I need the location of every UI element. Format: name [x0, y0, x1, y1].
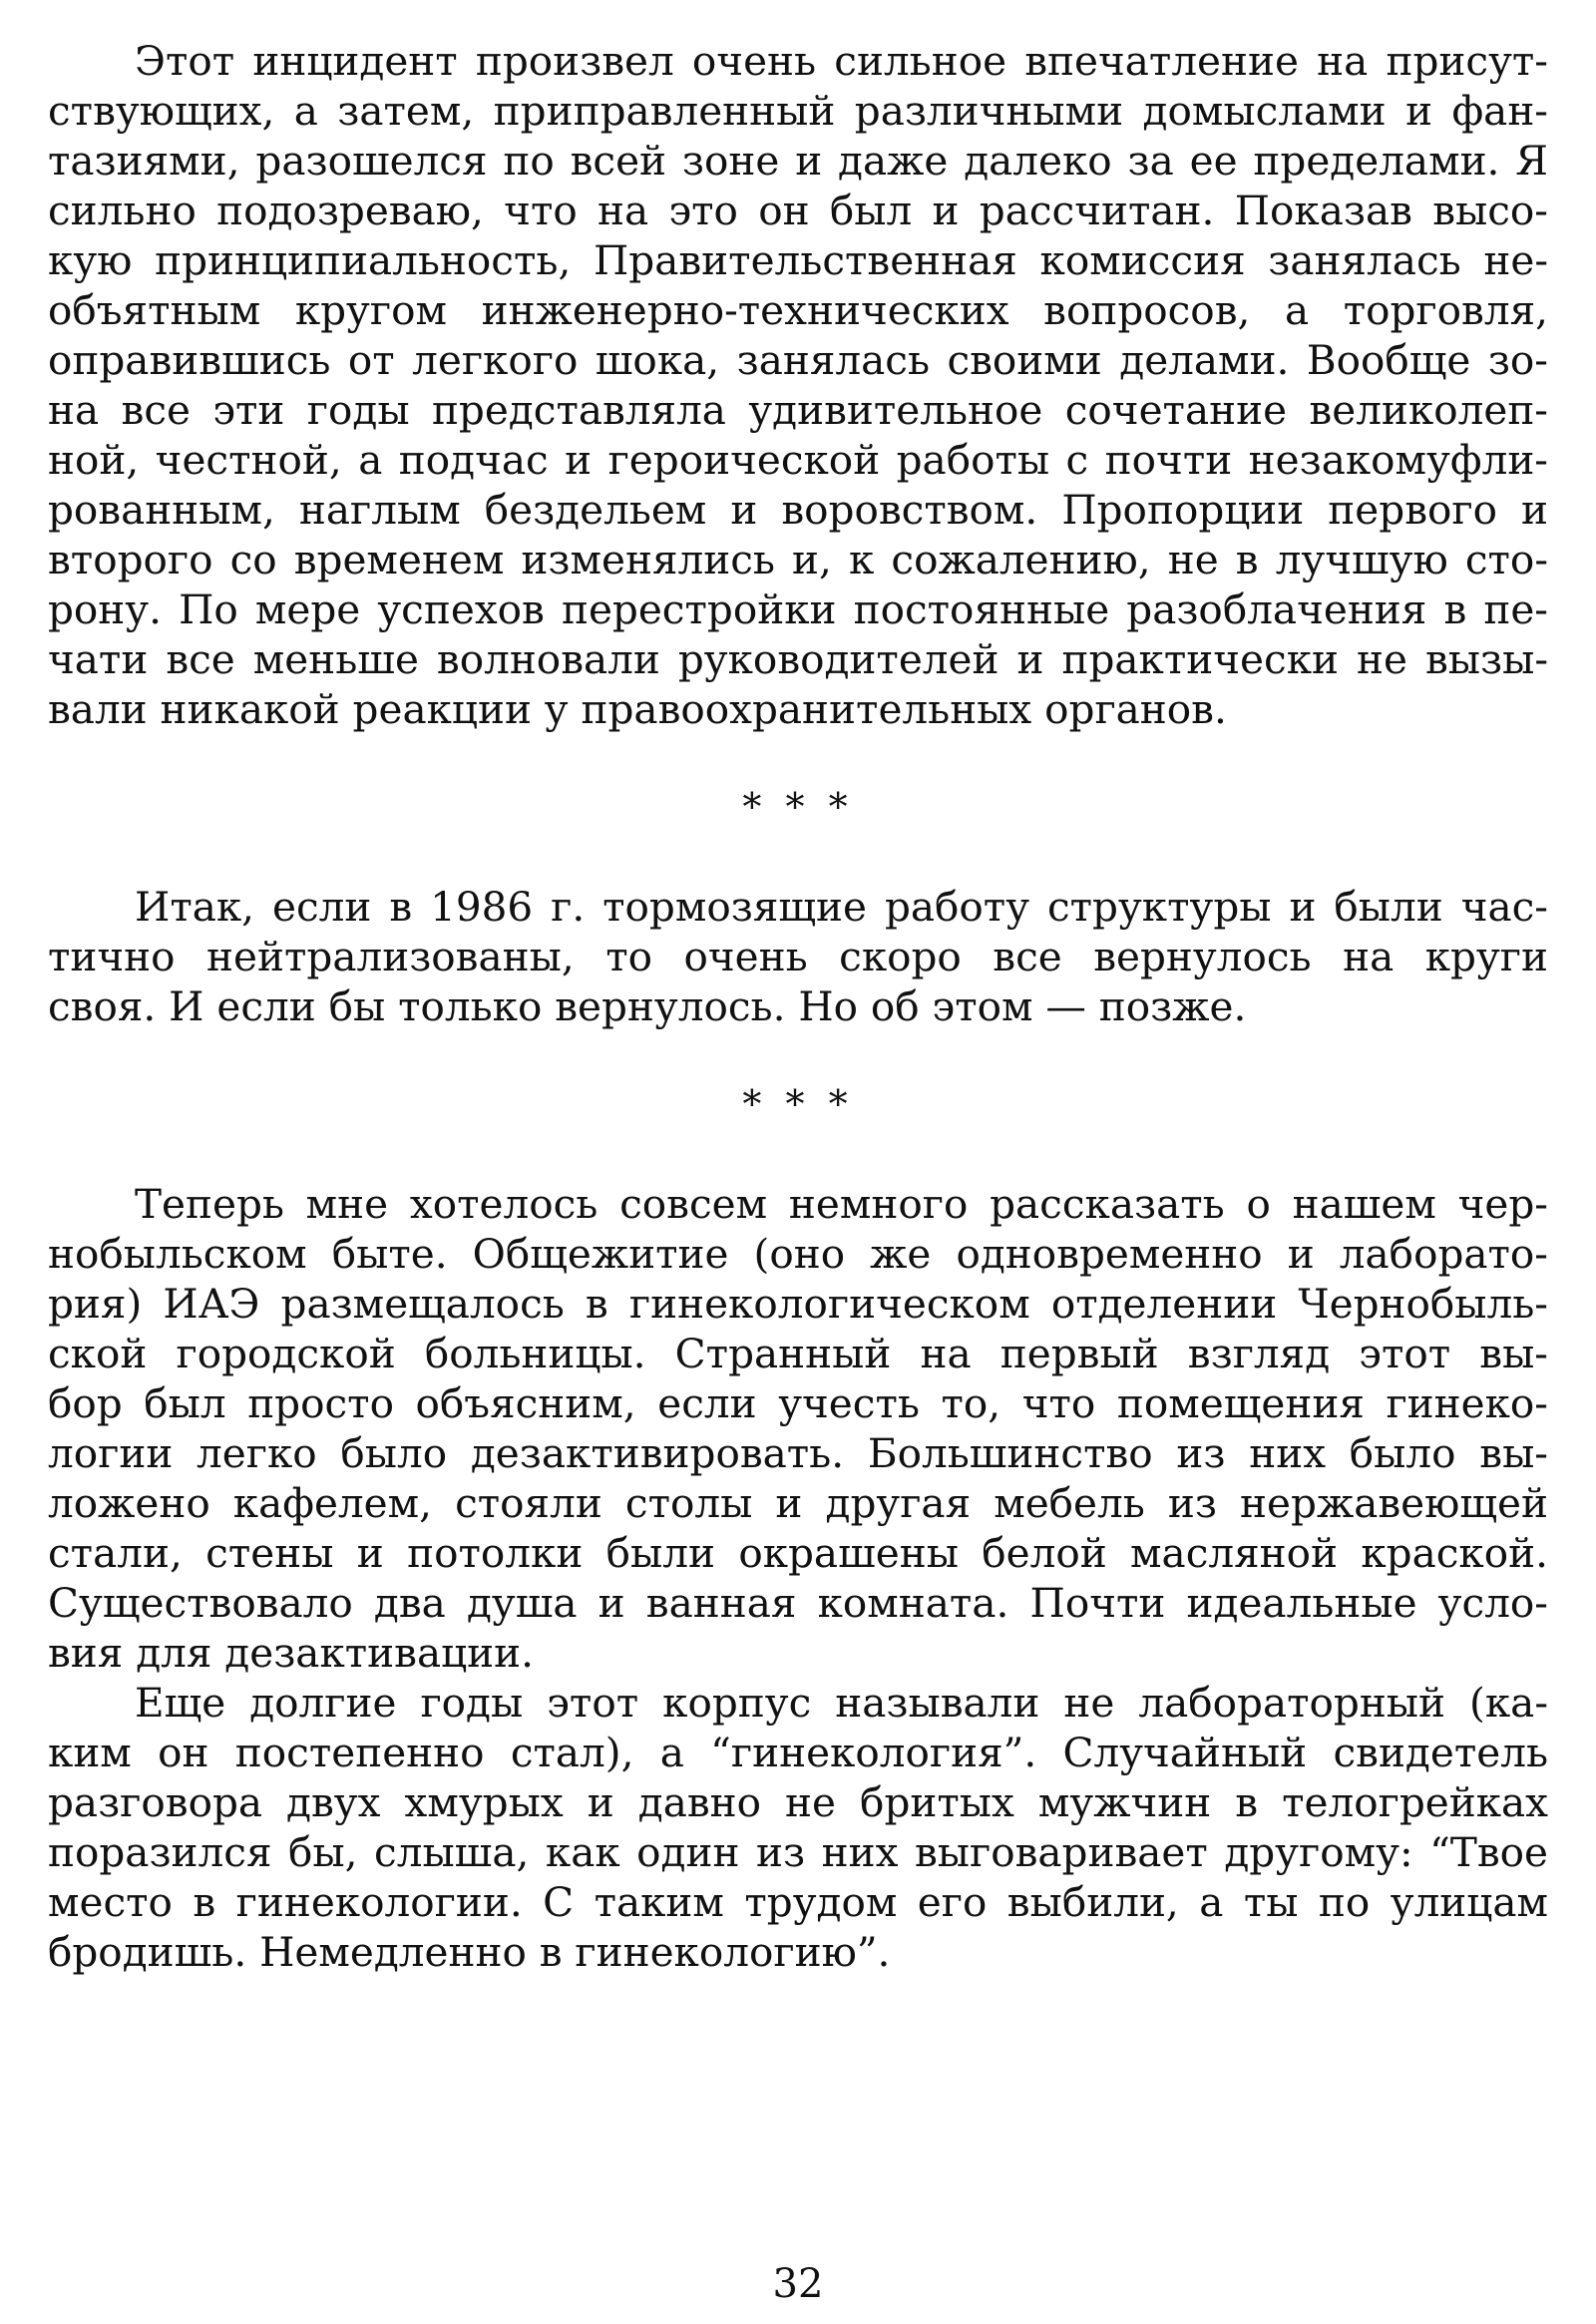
text-line: поразился бы, слыша, как один из них выговаривает другому: “Твое [48, 1828, 1548, 1876]
text-line: ной, честной, а подчас и героической работы с почти незакомуфли- [48, 436, 1548, 484]
paragraph-dormitory [48, 1179, 1548, 1678]
paragraph-incident [48, 36, 1548, 734]
section-separator: * * * [742, 1082, 854, 1126]
text-line: рия) ИАЭ размещалось в гинекологическом отделении Чернобыль- [48, 1280, 1548, 1328]
text-line: бор был просто объясним, если учесть то, что помещения гинеко- [48, 1379, 1548, 1427]
text-line: ствующих, а затем, приправленный различными домыслами и фан- [48, 87, 1548, 135]
page-number: 32 [772, 2261, 824, 2307]
text-line: Этот инцидент произвел очень сильное впечатление на присут- [135, 37, 1548, 85]
text-line: вали никакой реакции у правоохранительных органов. [48, 685, 1227, 733]
text-line: ской городской больницы. Странный на первый взгляд этот вы- [48, 1330, 1548, 1377]
text-line: сильно подозреваю, что на это он был и рассчитан. Показав высо- [48, 187, 1548, 234]
text-line: тазиями, разошелся по всей зоне и даже далеко за ее пределами. Я [48, 137, 1548, 185]
paragraph-gynecology [48, 1678, 1548, 1977]
text-line: вия для дезактивации. [48, 1629, 535, 1677]
text-line: оправившись от легкого шока, занялась своими делами. Вообще зо- [48, 336, 1548, 384]
text-line: ложено кафелем, стояли столы и другая мебель из нержавеющей [48, 1479, 1548, 1527]
text-line: рону. По мере успехов перестройки постоянные разоблачения в пе- [48, 585, 1548, 633]
text-line: бродишь. Немедленно в гинекологию”. [48, 1928, 891, 1976]
text-line: Существовало два душа и ванная комната. Почти идеальные усло- [48, 1579, 1548, 1627]
text-line: объятным кругом инженерно-технических вопросов, а торговля, [48, 286, 1548, 334]
text-line: тично нейтрализованы, то очень скоро все вернулось на круги [48, 933, 1548, 980]
text-line: разговора двух хмурых и давно не бритых мужчин в телогрейках [48, 1778, 1548, 1826]
text-line: ким он постепенно стал), а “гинекология”. Случайный свидетель [48, 1729, 1548, 1776]
text-line: Теперь мне хотелось совсем немного рассказать о нашем чер- [135, 1180, 1548, 1228]
text-line: своя. И если бы только вернулось. Но об этом — позже. [48, 982, 1247, 1030]
text-line: логии легко было дезактивировать. Большинство из них было вы- [48, 1429, 1548, 1477]
text-line: чати все меньше волновали руководителей и практически не вызы- [48, 635, 1548, 683]
document-page [48, 36, 1548, 1977]
text-line: рованным, наглым бездельем и воровством. Пропорции первого и [48, 486, 1548, 534]
text-line: место в гинекологии. С таким трудом его выбили, а ты по улицам [48, 1878, 1548, 1926]
text-line: нобыльском быте. Общежитие (оно же одновременно и лаборато- [48, 1230, 1548, 1278]
paragraph-summary [48, 882, 1548, 1031]
text-line: Еще долгие годы этот корпус называли не лабораторный (ка- [135, 1679, 1548, 1727]
text-line: кую принципиальность, Правительственная комиссия занялась не- [48, 236, 1548, 284]
section-separator: * * * [742, 785, 854, 829]
text-line: второго со временем изменялись и, к сожалению, не в лучшую сто- [48, 536, 1548, 583]
text-line: на все эти годы представляла удивительное сочетание великолеп- [48, 386, 1548, 434]
text-line: Итак, если в 1986 г. тормозящие работу структуры и были час- [135, 883, 1548, 931]
text-line: стали, стены и потолки были окрашены белой масляной краской. [48, 1529, 1548, 1577]
